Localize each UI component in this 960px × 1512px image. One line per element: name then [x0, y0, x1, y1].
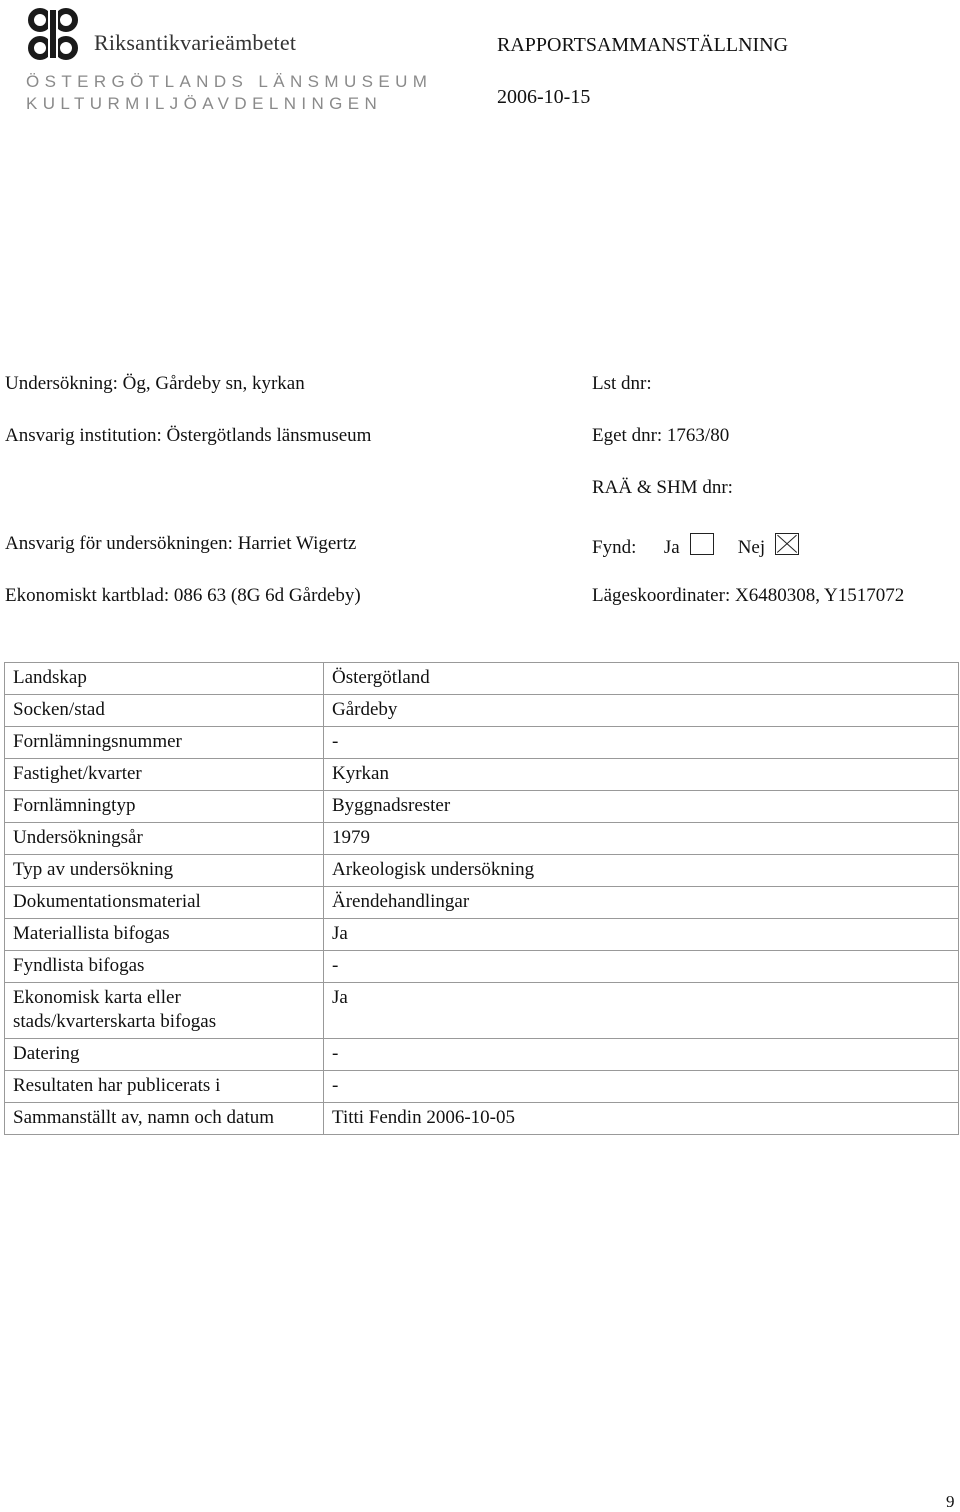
- table-row: [5, 887, 959, 919]
- museum-name: ÖSTERGÖTLANDS LÄNSMUSEUM: [26, 72, 433, 91]
- row-key: Datering: [5, 1039, 324, 1071]
- row-key: Resultaten har publicerats i: [5, 1071, 324, 1103]
- row-key: Fastighet/kvarter: [5, 759, 324, 791]
- table-row: [5, 983, 959, 1039]
- lst-dnr-line: Lst dnr:: [592, 373, 652, 394]
- row-value: Kyrkan: [324, 759, 959, 791]
- row-value: -: [324, 1039, 959, 1071]
- table-row: [5, 855, 959, 887]
- row-key: Fornlämningsnummer: [5, 727, 324, 759]
- table-row: [5, 663, 959, 695]
- table-row: [5, 727, 959, 759]
- row-value: 1979: [324, 823, 959, 855]
- row-key: Socken/stad: [5, 695, 324, 727]
- koordinater-line: Lägeskoordinater: X6480308, Y1517072: [592, 585, 905, 606]
- fynd-ja-checkbox[interactable]: [690, 533, 714, 555]
- table-row: [5, 759, 959, 791]
- row-key: Dokumentationsmaterial: [5, 887, 324, 919]
- row-value: Ja: [324, 919, 959, 951]
- row-value: -: [324, 1071, 959, 1103]
- fynd-line: [592, 533, 799, 559]
- raa-logo-icon: [26, 6, 82, 62]
- eget-dnr-line: Eget dnr: 1763/80: [592, 425, 730, 446]
- report-title: RAPPORTSAMMANSTÄLLNING: [497, 34, 789, 56]
- department-name: KULTURMILJÖAVDELNINGEN: [26, 94, 383, 113]
- report-date: 2006-10-15: [497, 86, 591, 108]
- fynd-nej-checkbox[interactable]: [775, 533, 799, 555]
- row-key: Undersökningsår: [5, 823, 324, 855]
- fynd-nej-label: Nej: [737, 537, 766, 558]
- fynd-ja-label: Ja: [663, 537, 680, 558]
- row-value: Ja: [324, 983, 959, 1039]
- table-row: [5, 823, 959, 855]
- row-value: -: [324, 951, 959, 983]
- row-key: Landskap: [5, 663, 324, 695]
- row-key: Typ av undersökning: [5, 855, 324, 887]
- table-row: [5, 1071, 959, 1103]
- table-row: [5, 695, 959, 727]
- fynd-label: Fynd:: [592, 537, 637, 558]
- row-value: Arkeologisk undersökning: [324, 855, 959, 887]
- raa-dnr-line: RAÄ & SHM dnr:: [592, 477, 733, 498]
- table-row: [5, 1103, 959, 1135]
- table-row: [5, 919, 959, 951]
- summary-table: [4, 662, 959, 1135]
- row-key: Fyndlista bifogas: [5, 951, 324, 983]
- row-value: Östergötland: [324, 663, 959, 695]
- table-row: [5, 791, 959, 823]
- row-key: Ekonomisk karta eller stads/kvarterskarta bifogas: [5, 983, 324, 1039]
- table-row: [5, 951, 959, 983]
- row-value: Titti Fendin 2006-10-05: [324, 1103, 959, 1135]
- org-name: Riksantikvarieämbetet: [94, 30, 297, 55]
- row-value: -: [324, 727, 959, 759]
- table-row: [5, 1039, 959, 1071]
- institution-line: Ansvarig institution: Östergötlands länsmuseum: [5, 425, 372, 446]
- row-value: Ärendehandlingar: [324, 887, 959, 919]
- row-key: Fornlämningtyp: [5, 791, 324, 823]
- row-key: Materiallista bifogas: [5, 919, 324, 951]
- row-value: Byggnadsrester: [324, 791, 959, 823]
- row-key: Sammanställt av, namn och datum: [5, 1103, 324, 1135]
- page-number: 9: [946, 1492, 955, 1511]
- undersokning-line: Undersökning: Ög, Gårdeby sn, kyrkan: [5, 373, 305, 394]
- ansvarig-line: Ansvarig för undersökningen: Harriet Wigertz: [5, 533, 357, 554]
- row-value: Gårdeby: [324, 695, 959, 727]
- kartblad-line: Ekonomiskt kartblad: 086 63 (8G 6d Gårdeby): [5, 585, 361, 606]
